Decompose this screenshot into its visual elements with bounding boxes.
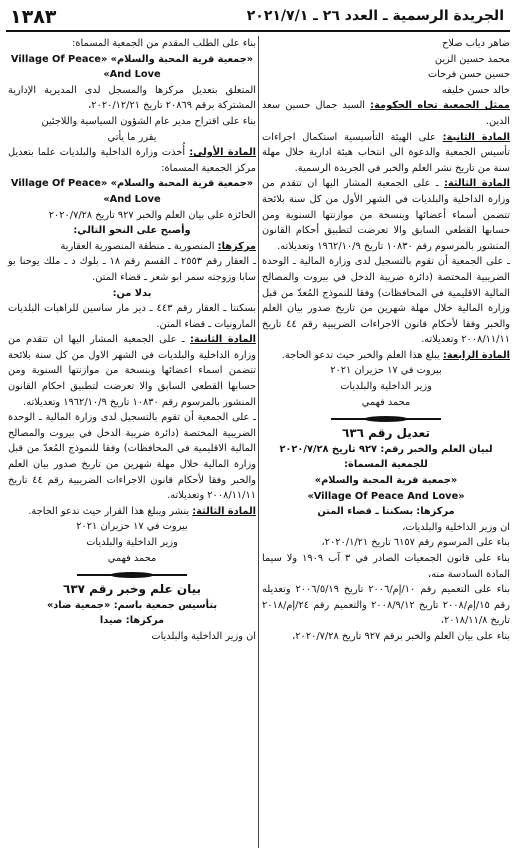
amendment-subtitle: لبيان العلم والخبر رقم: ٩٢٧ تاريخ ٢٠٢٠/٧/٢٨	[279, 443, 493, 455]
instead-heading: بدلا من:	[112, 287, 152, 299]
member-name: حسين حسن فرحات	[427, 69, 510, 81]
gov-rep-value: السيد جمال حسين سعد الدين.	[262, 100, 510, 127]
page-number: ١٣٨٣	[10, 6, 57, 28]
became-heading: وأصبح على النحو التالي:	[73, 225, 191, 237]
recital: بناء على المرسوم رقم ٦١٥٧ تاريخ ٢٠٢٠/١/٢١،	[321, 537, 510, 549]
notice-subtitle: بتأسيس جمعية باسم: «جمعية ضاد»	[46, 599, 218, 611]
association-name-ar: «جمعية قرية المحبة والسلام»	[314, 475, 458, 487]
association-name: «جمعية قرية المحبة والسلام» «Village Of Peace And Love»	[10, 178, 254, 205]
article-2	[262, 130, 510, 177]
minister-intro: ان وزير الداخلية والبلديات،	[402, 521, 510, 533]
article-text: ـ على الجمعية المشار اليها ان تتقدم من وزارة الداخلية والبلديات في الشهر الأول من كل سنة بلائحة تتضمن أسماء أعضائها وبنسخة من موازنتها السنوية ومن حسابها القطعي السابق والا تعرضت لتطبيق أحكام القانون المنشور بالمرسوم رقم ١٠٨٣٠ تاريخ ١٩٦٢/١٠/٩ وتعديلاته.	[262, 178, 510, 252]
section-divider	[331, 414, 441, 424]
amendment-title: تعديل رقم ٦٣٦	[342, 426, 430, 441]
article-3	[8, 504, 256, 520]
article-label: المادة الثانية:	[442, 131, 510, 143]
recital: بناء على اقتراح مدير عام الشؤون السياسية واللاجئين	[41, 115, 256, 127]
amendment-subtitle-2: للجمعية المسماة:	[344, 459, 428, 471]
recital: بناء على قانون الجمعيات الصادر في ٣ آب ١٩٠٩ ولا سيما المادة السادسة منه،	[262, 553, 510, 580]
new-hq	[8, 239, 256, 255]
article-1	[8, 145, 256, 176]
hq-value: بسكنتا ـ قضاء المتن	[317, 506, 414, 518]
hq-value: صيدا	[99, 615, 123, 627]
article-label: المادة الثانية:	[190, 334, 257, 346]
article-text: ينشر ويبلغ هذا القرار حيث تدعو الحاجة.	[28, 505, 190, 517]
gazette-title: الجريدة الرسمية ـ العدد ٢٦ ـ ٢٠٢١/٧/١	[246, 8, 504, 24]
article-4	[262, 348, 510, 364]
recital: بناء على بيان العلم والخبر برقم ٩٢٧ تاريخ ٢٠٢٠/٧/٢٨،	[292, 630, 510, 642]
notice-title: بيان علم وخبر رقم ٦٣٧	[63, 582, 201, 597]
signature-name: محمد فهمي	[361, 396, 411, 408]
article-2-tax: ـ على الجمعية أن تقوم بالتسجيل لدى وزارة المالية ـ الوحدة الضريبية المختصة (دائرة ضريبة الدخل في بيروت والمصالح المالية الاقليمية في المحافظات) وفقا للنموذج المُعدّ من قبل وزارة المالية خلال مهلة شهرين من تاريخ صدور بيان العلم والخبر وفقا لأحكام قانون الاجراءات الضريبية رقم ٤٤ تاريخ ٢٠٠٨/١١/١١ وتعديلاته.	[8, 412, 256, 502]
recital: بناء على التعميم رقم ١٠/إم/٢٠٠٦ تاريخ ٢٠٠٦/٥/١٩ وتعديله رقم ١٥/إم/٢٠٠٨ تاريخ ٢٠٠٨/٩/١٢ والتعميم رقم ٢٤/إم/٢٠١٨ تاريخ ٢٠١٨/١١/٨،	[262, 584, 510, 627]
hq-value: المنصورية ـ منطقة المنصورية العقارية	[60, 240, 215, 252]
member-name: خالد حسن خليفه	[441, 84, 510, 96]
member-name: محمد حسين الزين	[434, 53, 510, 65]
notice-hq	[8, 613, 256, 629]
right-column	[262, 36, 510, 645]
column-separator	[258, 36, 259, 848]
article-label: المادة الأولى:	[189, 147, 256, 159]
article-text: على الهيئة التأسيسية استكمال اجراءات تأسيس الجمعية والدعوة الى انتخاب هيئة ادارية خلال مهلة سنة من تاريخ نشر العلم والخبر في الجريدة الرسمية.	[262, 131, 510, 174]
property-old: بسكنتا ـ العقار رقم ٤٤٣ ـ دير مار ساسين للراهبات البلديات المارونيات ـ قضاء المتن.	[8, 303, 257, 330]
decides-heading: يقرر ما يأتي	[107, 131, 157, 143]
association-name: «جمعية قرية المحبة والسلام» «Village Of Peace And Love»	[10, 53, 254, 81]
association-hq	[262, 504, 510, 520]
hq-label: مركزها:	[217, 240, 256, 252]
article-2	[8, 332, 256, 410]
page-header	[6, 6, 510, 32]
property-new: ـ العقار رقم ٢٥٥٣ ـ القسم رقم ١٨ ـ بلوك د ـ ملك يوحنا بو سابا وزوجته سمر ابو شعر ـ قضاء المتن.	[8, 256, 256, 283]
left-column	[8, 36, 256, 645]
article-label: المادة الرابعة:	[442, 349, 510, 361]
article-text: ـ على الجمعية المشار اليها ان تتقدم من وزارة الداخلية والبلديات في الشهر الاول من كل سنة بلائحة تتضمن اسماء اعضائها وبنسخة من موازنتها السنوية ومن حسابها القطعي السابق والا تعرضت لتطبيق احكام القانون المنشور بالمرسوم رقم ١٠٨٣٠ تاريخ ١٩٦٢/١٠/٩ وتعديلاته.	[8, 334, 256, 408]
hq-label: مركزها:	[416, 506, 455, 518]
article-label: المادة الثالثة:	[444, 178, 511, 190]
signature-date: بيروت في ١٧ حزيران ٢٠٢١	[76, 521, 188, 533]
article-text: يبلغ هذا العلم والخبر حيث تدعو الحاجة.	[281, 349, 440, 361]
article-3-tax: ـ على الجمعية أن تقوم بالتسجيل لدى وزارة المالية ـ الوحدة الضريبية المختصة (دائرة ضريبة الدخل في بيروت والمصالح المالية الاقليمية في المحافظات) وفقا للنموذج المُعدّ من قبل وزارة المالية خلال مهلة شهرين من تاريخ صدور بيان العلم والخبر وفقا لأحكام قانون الاجراءات الضريبية رقم ٤٤ تاريخ ٢٠٠٨/١١/١١ وتعديلاته.	[262, 256, 510, 346]
section-divider	[77, 570, 187, 580]
hq-label: مركزها:	[125, 615, 165, 627]
gov-rep-label: ممثل الجمعية تجاه الحكومة:	[370, 100, 510, 112]
signature-name: محمد فهمي	[107, 552, 157, 564]
article-3	[262, 176, 510, 254]
minister-intro: ان وزير الداخلية والبلديات	[151, 630, 256, 642]
signature-date: بيروت في ١٧ حزيران ٢٠٢١	[330, 365, 442, 377]
article-1-rest: الحائزة على بيان العلم والخبر ٩٢٧ تاريخ ٢٠٢٠/٧/٢٨	[48, 209, 256, 221]
gov-representative	[262, 98, 510, 129]
member-name: ضاهر دياب صلاح	[442, 38, 510, 49]
recital: بناء على الطلب المقدم من الجمعية المسماة:	[72, 38, 256, 49]
article-label: المادة الثالثة:	[192, 505, 256, 517]
signature-title: وزير الداخلية والبلديات	[340, 381, 432, 393]
article-text: أُخذت وزارة الداخلية والبلديات علما بتعديل مركز الجمعية المسماة:	[8, 147, 256, 174]
signature-title: وزير الداخلية والبلديات	[86, 537, 178, 548]
association-name-en: «Village Of Peace And Love»	[307, 490, 465, 502]
recital-rest: المتعلق بتعديل مركزها والمسجل لدى المديرية الإدارية المشتركة برقم ٢٠٨٦٩ تاريخ ٢٠٢٠/١٢/٢١،	[8, 84, 256, 112]
